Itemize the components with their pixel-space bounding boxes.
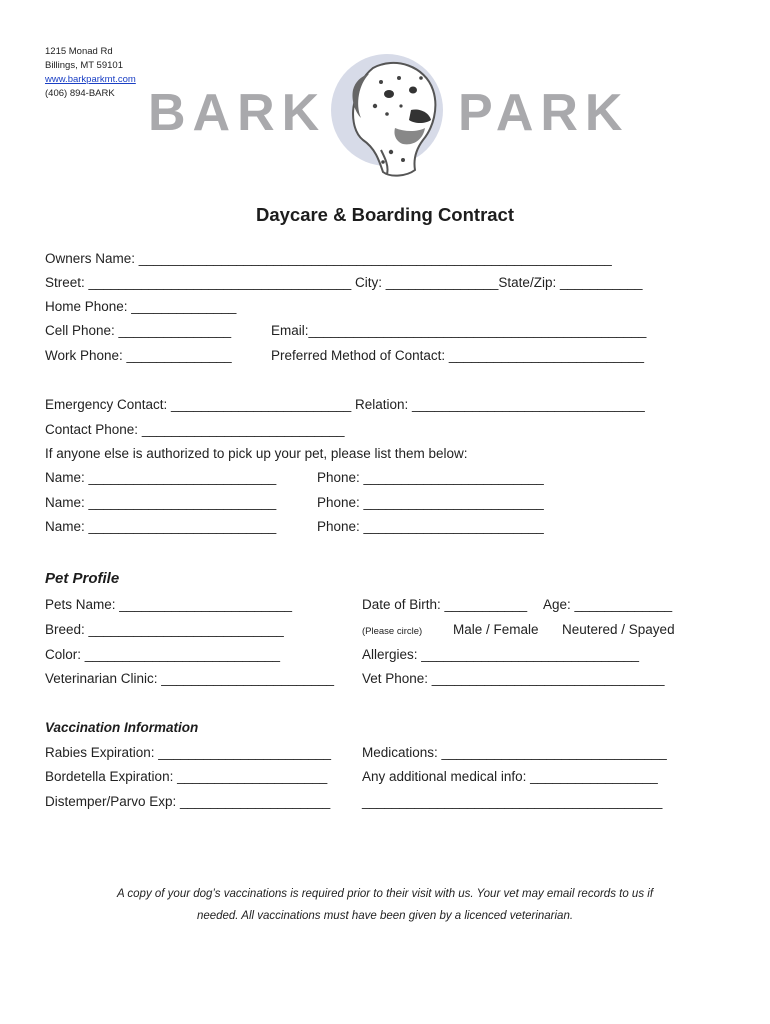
authorized-phone-field[interactable]: Phone: ________________________ xyxy=(317,495,544,510)
address-line-1: 1215 Monad Rd xyxy=(45,46,113,57)
email-field[interactable]: Email:_____________________________________________ xyxy=(271,323,647,338)
vaccination-heading: Vaccination Information xyxy=(45,720,199,735)
authorized-name-field[interactable]: Name: _________________________ xyxy=(45,519,277,534)
preferred-contact-field[interactable]: Preferred Method of Contact: __________________________ xyxy=(271,348,645,363)
vet-clinic-field[interactable]: Veterinarian Clinic: _______________________ xyxy=(45,671,334,686)
authorized-name-field[interactable]: Name: _________________________ xyxy=(45,495,277,510)
color-field[interactable]: Color: __________________________ xyxy=(45,647,280,662)
phone-number: (406) 894-BARK xyxy=(45,88,115,99)
sex-options[interactable]: Male / Female xyxy=(453,622,539,637)
contact-phone-field[interactable]: Contact Phone: ___________________________ xyxy=(45,422,345,437)
distemper-field[interactable]: Distemper/Parvo Exp: ____________________ xyxy=(45,794,331,809)
authorized-phone-field[interactable]: Phone: ________________________ xyxy=(317,470,544,485)
breed-field[interactable]: Breed: __________________________ xyxy=(45,622,284,637)
additional-medical-line[interactable]: ________________________________________ xyxy=(362,794,663,809)
dog-head-logo-icon xyxy=(325,48,455,183)
bordetella-field[interactable]: Bordetella Expiration: ____________________ xyxy=(45,769,328,784)
please-circle-label: (Please circle) xyxy=(362,626,423,637)
cell-phone-field[interactable]: Cell Phone: _______________ xyxy=(45,323,232,338)
authorized-phone-field[interactable]: Phone: ________________________ xyxy=(317,519,544,534)
website-link[interactable]: www.barkparkmt.com xyxy=(45,74,136,85)
page-title: Daycare & Boarding Contract xyxy=(255,204,515,225)
vaccination-note-line-1: A copy of your dog’s vaccinations is required prior to their visit with us. Your vet may email records to us if xyxy=(116,888,654,900)
address-line-2: Billings, MT 59101 xyxy=(45,60,123,71)
neuter-options[interactable]: Neutered / Spayed xyxy=(562,622,675,637)
age-field[interactable]: Age: _____________ xyxy=(543,597,673,612)
pets-name-field[interactable]: Pets Name: _______________________ xyxy=(45,597,292,612)
brand-right: PARK xyxy=(458,84,630,142)
vaccination-note-line-2: needed. All vaccinations must have been given by a licenced veterinarian. xyxy=(196,910,574,922)
authorized-name-field[interactable]: Name: _________________________ xyxy=(45,470,277,485)
website-link-wrap xyxy=(45,73,136,87)
work-phone-field[interactable]: Work Phone: ______________ xyxy=(45,348,232,363)
street-city-state-field[interactable]: Street: ___________________________________ City: _______________State/Zip: ___________ xyxy=(45,275,643,290)
rabies-field[interactable]: Rabies Expiration: _______________________ xyxy=(45,745,331,760)
vet-phone-field[interactable]: Vet Phone: _______________________________ xyxy=(362,671,665,686)
owners-name-field[interactable]: Owners Name: _______________________________________________________________ xyxy=(45,251,612,266)
allergies-field[interactable]: Allergies: _____________________________ xyxy=(362,647,640,662)
brand-left: BARK xyxy=(148,84,327,142)
home-phone-field[interactable]: Home Phone: ______________ xyxy=(45,299,237,314)
authorized-pickup-note: If anyone else is authorized to pick up your pet, please list them below: xyxy=(45,446,468,461)
pet-profile-heading: Pet Profile xyxy=(45,570,120,587)
medications-field[interactable]: Medications: ______________________________ xyxy=(362,745,667,760)
additional-medical-field[interactable]: Any additional medical info: _________________ xyxy=(362,769,658,784)
emergency-contact-field[interactable]: Emergency Contact: ________________________ Relation: _______________________________ xyxy=(45,397,645,412)
date-of-birth-field[interactable]: Date of Birth: ___________ xyxy=(362,597,528,612)
